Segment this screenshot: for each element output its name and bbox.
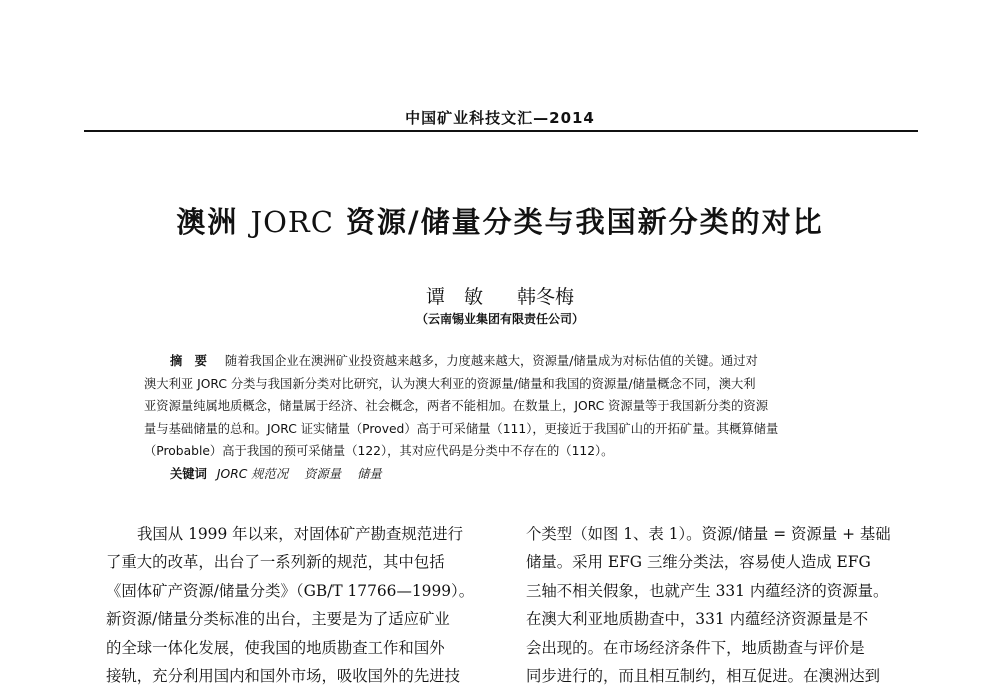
abstract	[144, 350, 880, 486]
body-line: 我国从 1999 年以来，对固体矿产勘查规范进行	[137, 525, 463, 543]
body-line: 《固体矿产资源/储量分类》（GB/T 17766—1999）。	[106, 581, 475, 600]
abstract-text: 随着我国企业在澳洲矿业投资越来越多，力度越来越大，资源量/储量成为对标估值的关键。通过对	[224, 354, 758, 368]
authors	[0, 282, 1000, 309]
keyword: JORC 规范况	[216, 466, 289, 481]
abstract-line: 量与基础储量的总和。JORC 证实储量（Proved）高于可采储量（111），更接近于我国矿山的开拓矿量。其概算储量	[144, 421, 779, 436]
body-column-left	[106, 520, 521, 690]
body-line: 新资源/储量分类标准的出台，主要是为了适应矿业	[106, 610, 450, 629]
keywords	[144, 463, 880, 486]
title-jorc: JORC	[250, 205, 334, 239]
author-2: 韩冬梅	[517, 286, 575, 308]
abstract-line: 澳大利亚 JORC 分类与我国新分类对比研究，认为澳大利亚的资源量/储量和我国的资源量/储量概念不同，澳大利	[144, 376, 756, 391]
paper-title	[0, 200, 1000, 241]
abstract-line: 亚资源量纯属地质概念，储量属于经济、社会概念，两者不能相加。在数量上，JORC 资源量等于我国新分类的资源	[144, 399, 768, 414]
title-part-2: 资源/储量分类与我国新分类的对比	[333, 205, 824, 239]
body-line: 在澳大利亚地质勘查中，331 内蕴经济资源量是不	[526, 610, 869, 629]
affiliation: （云南锡业集团有限责任公司）	[415, 312, 584, 326]
keyword: 储量	[357, 466, 382, 481]
body-line: 同步进行的，而且相互制约，相互促进。在澳洲达到	[526, 667, 880, 686]
body-line: 了重大的改革，出台了一系列新的规范，其中包括	[106, 553, 445, 572]
author-1: 谭 敏	[425, 286, 483, 308]
body-line: 三轴不相关假象，也就产生 331 内蕴经济的资源量。	[526, 581, 889, 600]
keywords-label: 关键词	[170, 466, 207, 481]
keyword: 资源量	[304, 466, 342, 481]
body-line: 会出现的。在市场经济条件下，地质勘查与评价是	[526, 638, 865, 657]
body-line: 储量。采用 EFG 三维分类法，容易使人造成 EFG	[526, 553, 871, 572]
body-line: 个类型（如图 1、表 1）。资源/储量 = 资源量 + 基础	[526, 525, 891, 543]
body-line: 接轨，充分利用国内和国外市场，吸收国外的先进技	[106, 667, 460, 686]
header-rule	[84, 130, 918, 132]
abstract-label: 摘 要	[170, 354, 207, 368]
running-head: 中国矿业科技文汇—2014	[405, 109, 595, 127]
abstract-line	[144, 350, 880, 373]
body-line: 的全球一体化发展，使我国的地质勘查工作和国外	[106, 638, 445, 657]
abstract-line: （Probable）高于我国的预可采储量（122），其对应代码是分类中不存在的（112）。	[144, 444, 614, 459]
body-column-right	[526, 520, 941, 690]
title-part-1: 澳洲	[176, 205, 251, 239]
